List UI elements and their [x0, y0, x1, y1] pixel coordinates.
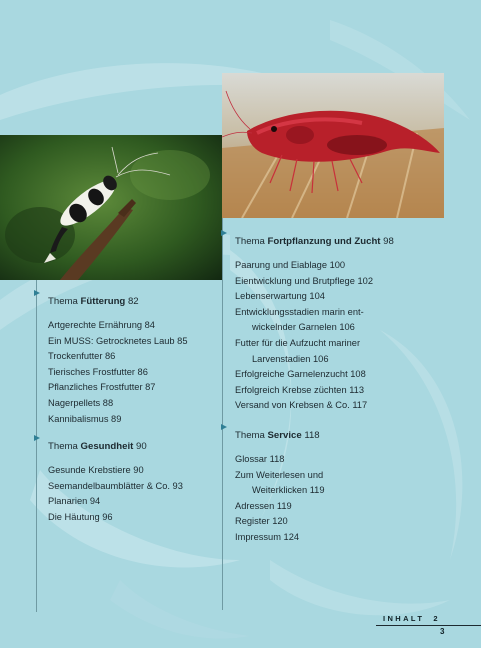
toc-entry[interactable]: Eientwicklung und Brutpflege 102	[235, 275, 373, 286]
triangle-bullet-icon	[221, 230, 227, 236]
toc-entry[interactable]: Erfolgreiche Garnelenzucht 108	[235, 369, 366, 380]
page-number-right: 3	[440, 627, 445, 636]
triangle-bullet-icon	[34, 435, 40, 441]
footer-rule	[376, 625, 481, 626]
toc-entry[interactable]: Glossar 118	[235, 454, 285, 464]
page-number-left: 2	[433, 614, 440, 623]
photo-crystal-shrimp	[0, 135, 222, 280]
toc-entry[interactable]: Pflanzliches Frostfutter 87	[48, 382, 156, 393]
section-heading[interactable]: Thema Fütterung 82	[48, 295, 188, 308]
toc-entry[interactable]: Register 120	[235, 516, 288, 527]
toc-entries	[48, 463, 183, 525]
footer-label: INHALT	[383, 614, 425, 623]
toc-entry[interactable]: Planarien 94	[48, 496, 101, 507]
toc-entries	[48, 318, 188, 427]
toc-entries	[235, 452, 325, 546]
toc-entries	[235, 258, 394, 414]
toc-entry[interactable]: Impressum 124	[235, 531, 300, 542]
toc-entry[interactable]: Seemandelbaumblätter & Co. 93	[48, 480, 183, 491]
section-heading[interactable]: Thema Service 118	[235, 429, 325, 442]
section-heading[interactable]: Thema Gesundheit 90	[48, 440, 183, 453]
toc-entry[interactable]: Trockenfutter 86	[48, 351, 116, 362]
column-rule-right	[222, 218, 223, 610]
toc-entry[interactable]: Artgerechte Ernährung 84	[48, 320, 155, 330]
toc-section-gesundheit	[48, 440, 183, 525]
toc-entry[interactable]: Kannibalismus 89	[48, 413, 122, 424]
toc-entry[interactable]: Entwicklungsstadien marin ent- wickelnder Garnelen 106	[235, 306, 364, 333]
toc-entry[interactable]: Gesunde Krebstiere 90	[48, 465, 144, 475]
column-rule-left	[36, 280, 37, 612]
running-footer	[383, 614, 440, 623]
toc-entry[interactable]: Lebenserwartung 104	[235, 291, 325, 302]
toc-section-fortpflanzung	[235, 235, 394, 414]
toc-entry[interactable]: Tierisches Frostfutter 86	[48, 366, 148, 377]
toc-entry[interactable]: Zum Weiterlesen und Weiterklicken 119	[235, 469, 325, 496]
toc-entry[interactable]: Versand von Krebsen & Co. 117	[235, 400, 368, 411]
triangle-bullet-icon	[221, 424, 227, 430]
toc-entry[interactable]: Paarung und Eiablage 100	[235, 260, 346, 270]
toc-entry[interactable]: Adressen 119	[235, 500, 292, 511]
section-heading[interactable]: Thema Fortpflanzung und Zucht 98	[235, 235, 394, 248]
photo-red-shrimp	[222, 73, 444, 218]
toc-section-service	[235, 429, 325, 546]
toc-entry[interactable]: Erfolgreich Krebse züchten 113	[235, 384, 365, 395]
toc-entry[interactable]: Futter für die Aufzucht mariner Larvenstadien 106	[235, 337, 361, 364]
toc-entry[interactable]: Ein MUSS: Getrocknetes Laub 85	[48, 335, 188, 346]
toc-entry[interactable]: Nagerpellets 88	[48, 397, 114, 408]
toc-section-fuetterung	[48, 295, 188, 427]
toc-entry[interactable]: Die Häutung 96	[48, 511, 113, 522]
triangle-bullet-icon	[34, 290, 40, 296]
